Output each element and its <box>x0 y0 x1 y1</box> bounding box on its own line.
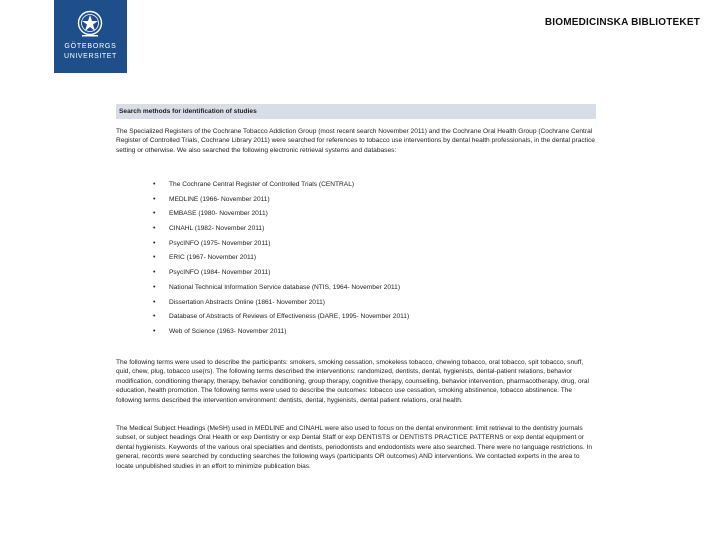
database-name: ERIC (1967- November 2011) <box>169 254 257 262</box>
mesh-paragraph: The Medical Subject Headings (MeSH) used in MEDLINE and CINAHL were also used to focus on the dental environment: limit retrieval to the dentistry journals subset, or subject headings Oral Health or exp Dentistry or exp Dental Staff or exp DENTISTS or DENTISTS PRACTICE PATTERNS or exp dental equipment or dental hygienists. Keywords of the various oral specialties and dentists, periodontists and endodontists were also searched. There were no language restrictions. In general, records were searched by conducting searches the following ways (participants OR outcomes) AND interventions. We contacted experts in the area to locate unpublished studies in an effort to minimize publication bias. <box>116 425 592 470</box>
database-name: EMBASE (1980- November 2011) <box>169 210 268 218</box>
database-name: CINAHL (1982- November 2011) <box>169 225 265 233</box>
database-name: The Cochrane Central Register of Controlled Trials (CENTRAL) <box>169 181 355 188</box>
list-item <box>116 207 596 222</box>
section-heading: Search methods for identification of studies <box>116 104 596 119</box>
logo-text-line2: UNIVERSITET <box>64 53 117 60</box>
list-item <box>116 251 596 266</box>
database-name: Dissertation Abstracts Online (1861- November 2011) <box>169 298 326 306</box>
logo-text-line1: GÖTEBORGS <box>64 43 117 50</box>
list-item <box>116 193 596 208</box>
list-item <box>116 222 596 237</box>
database-name: National Technical Information Service database (NTIS, 1964- November 2011) <box>169 283 401 291</box>
list-item <box>116 325 596 340</box>
bullet-icon: • <box>153 327 156 335</box>
bullet-icon: • <box>153 195 156 203</box>
university-logo <box>54 0 127 73</box>
bullet-icon: • <box>153 269 156 277</box>
database-name: Database of Abstracts of Reviews of Effectiveness (DARE, 1995- November 2011) <box>169 313 410 321</box>
bullet-icon: • <box>153 254 156 262</box>
intro-paragraph: The Specialized Registers of the Cochrane Tobacco Addiction Group (most recent search November 2011) and the Cochrane Oral Health Group (Cochrane Central Register of Controlled Trials, Cochrane Library 2011) were searched for references to tobacco use interventions by dental health professionals, in the dental practice setting or otherwise. We also searched the following electronic retrieval systems and databases: <box>116 128 595 154</box>
bullet-icon: • <box>153 313 156 321</box>
bullet-icon: • <box>153 181 156 188</box>
database-name: PsycINFO (1975- November 2011) <box>169 239 271 247</box>
database-name: MEDLINE (1966- November 2011) <box>169 195 270 203</box>
search-terms-paragraph: The following terms were used to describe the participants: smokers, smoking cessation, smokeless tobacco, chewing tobacco, oral tobacco, spit tobacco, snuff, quid, chew, plug, tobacco use(rs). The following terms described the interventions: randomized, dentists, dental, hygienists, dental-patient relations, behavior modification, conditioning therapy, therapy, behavior conditioning, group therapy, cognitive therapy, counselling, behavior intervention, pharmacotherapy, drug, oral education, health promotion. The following terms were used to describe the outcomes: tobacco use cessation, smoking abstinence, tobacco abstinence. The following terms described the intervention environment: dentists, dental, hygienists, dental patient relations, oral health. <box>116 359 589 404</box>
university-crest-icon <box>77 10 103 40</box>
database-name: PsycINFO (1984- November 2011) <box>169 269 271 277</box>
list-item <box>116 266 596 281</box>
bullet-icon: • <box>153 225 156 233</box>
page-title: BIOMEDICINSKA BIBLIOTEKET <box>544 17 700 28</box>
bullet-icon: • <box>153 210 156 218</box>
document-excerpt <box>116 104 596 471</box>
bullet-icon: • <box>153 298 156 306</box>
list-item <box>116 237 596 252</box>
database-list <box>116 178 596 358</box>
bullet-icon: • <box>153 239 156 247</box>
list-item <box>116 178 596 193</box>
list-item <box>116 281 596 296</box>
list-item <box>116 310 596 325</box>
list-item <box>116 296 596 311</box>
database-name: Web of Science (1963- November 2011) <box>169 327 287 335</box>
bullet-icon: • <box>153 283 156 291</box>
